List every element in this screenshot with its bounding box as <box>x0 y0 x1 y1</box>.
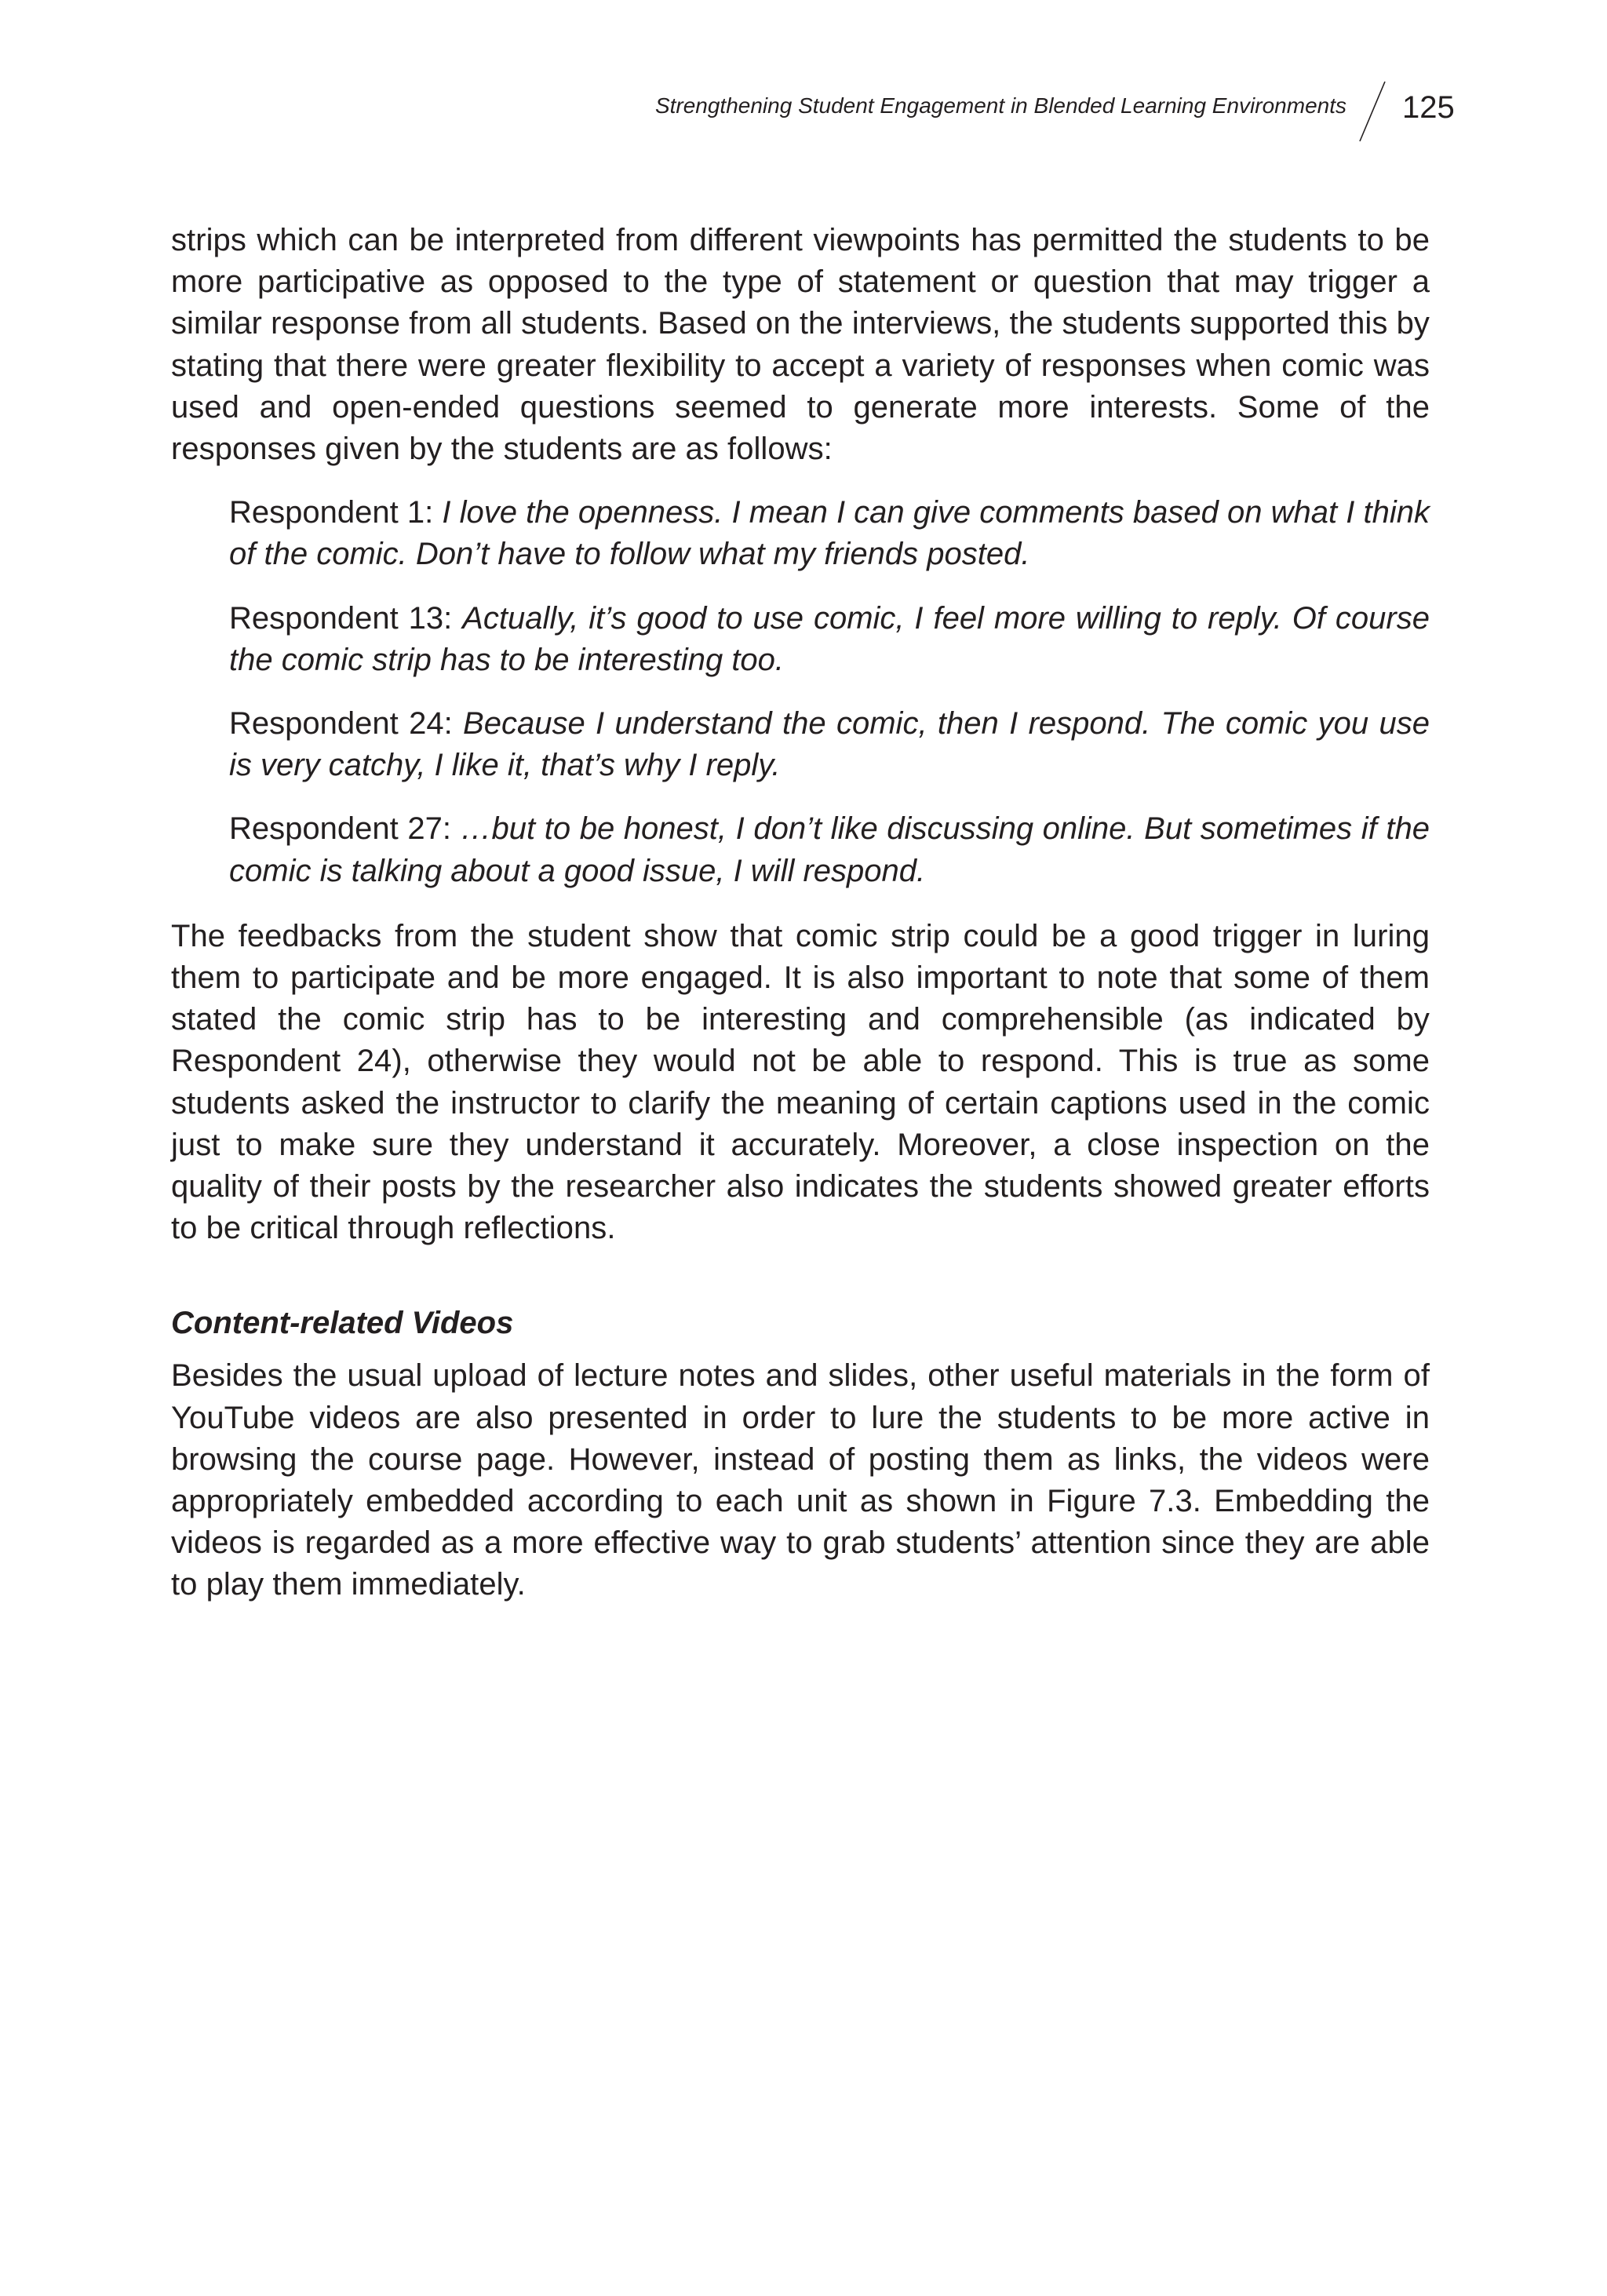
respondent-label: Respondent 1: <box>229 495 434 530</box>
quote-text: Actually, it’s good to use comic, I feel more willing to reply. Of course the comic strip has to be interesting too. <box>229 600 1430 677</box>
section-heading: Content-related Videos <box>171 1306 514 1341</box>
running-header-title: Strengthening Student Engagement in Blended Learning Environments <box>654 93 1346 118</box>
page-number: 125 <box>1402 90 1455 125</box>
respondent-quote <box>229 492 1430 575</box>
paragraph: The feedbacks from the student show that comic strip could be a good trigger in luring them to participate and be more engaged. It is also important to note that some of them stated the comic strip has to be interesting and comprehensible (as indicated by Respondent 24), otherwise they would not be able to respond. This is true as some students asked the instructor to clarify the meaning of certain captions used in the comic just to make sure they understand it accurately. Moreover, a close inspection on the quality of their posts by the researcher also indicates the students showed greater efforts to be critical through reflections. <box>171 918 1430 1246</box>
respondent-quote <box>229 598 1430 681</box>
respondent-label: Respondent 13: <box>229 600 453 636</box>
quote-text: I love the openness. I mean I can give comments based on what I think of the comic. Don’t have to follow what my friends posted. <box>229 495 1430 572</box>
body-text <box>171 220 1430 1606</box>
respondent-quote <box>229 703 1430 786</box>
respondent-label: Respondent 27: <box>229 811 451 847</box>
respondent-label: Respondent 24: <box>229 706 453 742</box>
paragraph: strips which can be interpreted from different viewpoints has permitted the students to be more participative as opposed to the type of statement or question that may trigger a similar response from all students. Based on the interviews, the students supported this by stating that there were greater flexibility to accept a variety of responses when comic was used and open-ended questions seemed to generate more interests. Some of the responses given by the students are as follows: <box>171 223 1430 467</box>
respondent-quote <box>229 808 1430 891</box>
header-divider-slash <box>1355 80 1390 143</box>
paragraph: Besides the usual upload of lecture notes and slides, other useful materials in the form of YouTube videos are also presented in order to lure the students to be more active in browsing the course page. However, instead of posting them as links, the videos were appropriately embedded according to each unit as shown in Figure 7.3. Embedding the videos is regarded as a more effective way to grab students’ attention since they are able to play them immediately. <box>171 1358 1430 1602</box>
quote-text: Because I understand the comic, then I respond. The comic you use is very catchy, I like it, that’s why I reply. <box>229 706 1430 783</box>
quote-text: …but to be honest, I don’t like discussing online. But sometimes if the comic is talking about a good issue, I will respond. <box>229 811 1430 888</box>
